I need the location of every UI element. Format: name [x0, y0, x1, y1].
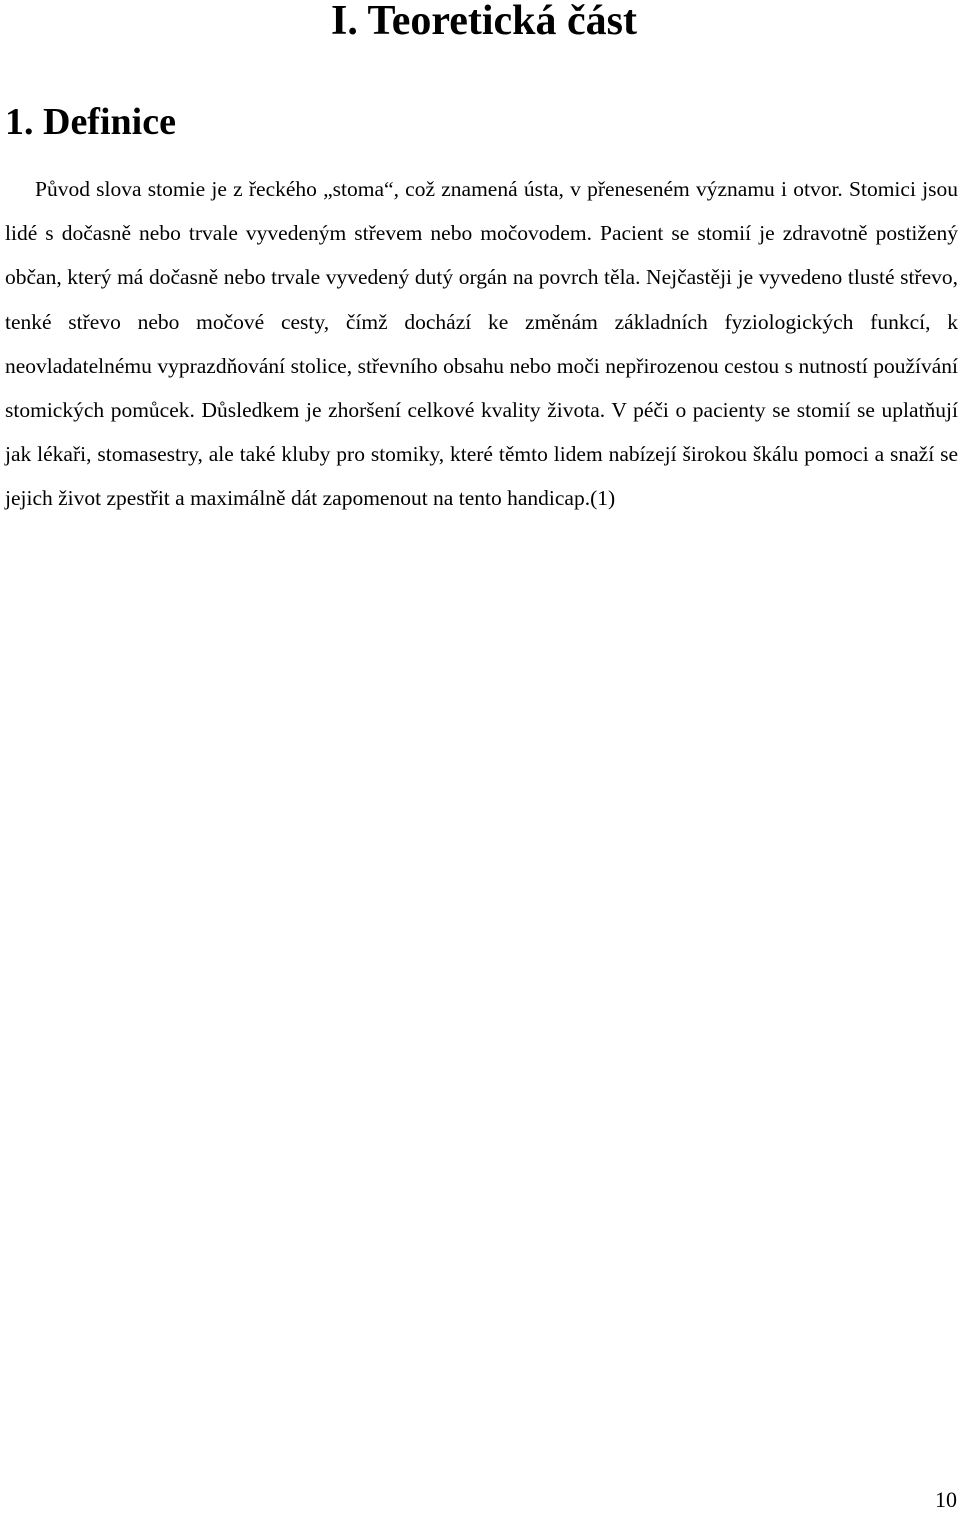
page-number: 10 — [935, 1487, 957, 1512]
page-title: I. Teoretická část — [330, 0, 638, 44]
section-heading: 1. Definice — [5, 101, 176, 143]
body-paragraph: Původ slova stomie je z řeckého „stoma“, což znamená ústa, v přeneseném významu i otvor. Stomici jsou lidé s dočasně nebo trvale vyvedeným střevem nebo močovodem. Pacient se stomií je zdravotně postižený občan, který má dočasně nebo trvale vyvedený dutý orgán na povrch těla. Nejčastěji je vyvedeno tlusté střevo, tenké střevo nebo močové cesty, čímž dochází ke změnám základních fyziologických funkcí, k neovladatelnému vyprazdňování stolice, střevního obsahu nebo moči nepřirozenou cestou s nutností používání stomických pomůcek. Důsledkem je zhoršení celkové kvality života. V péči o pacienty se stomií se uplatňují jak lékaři, stomasestry, ale také kluby pro stomiky, které těmto lidem nabízejí širokou škálu pomoci a snaží se jejich život zpestřit a maximálně dát zapomenout na tento handicap.(1) — [5, 177, 958, 511]
